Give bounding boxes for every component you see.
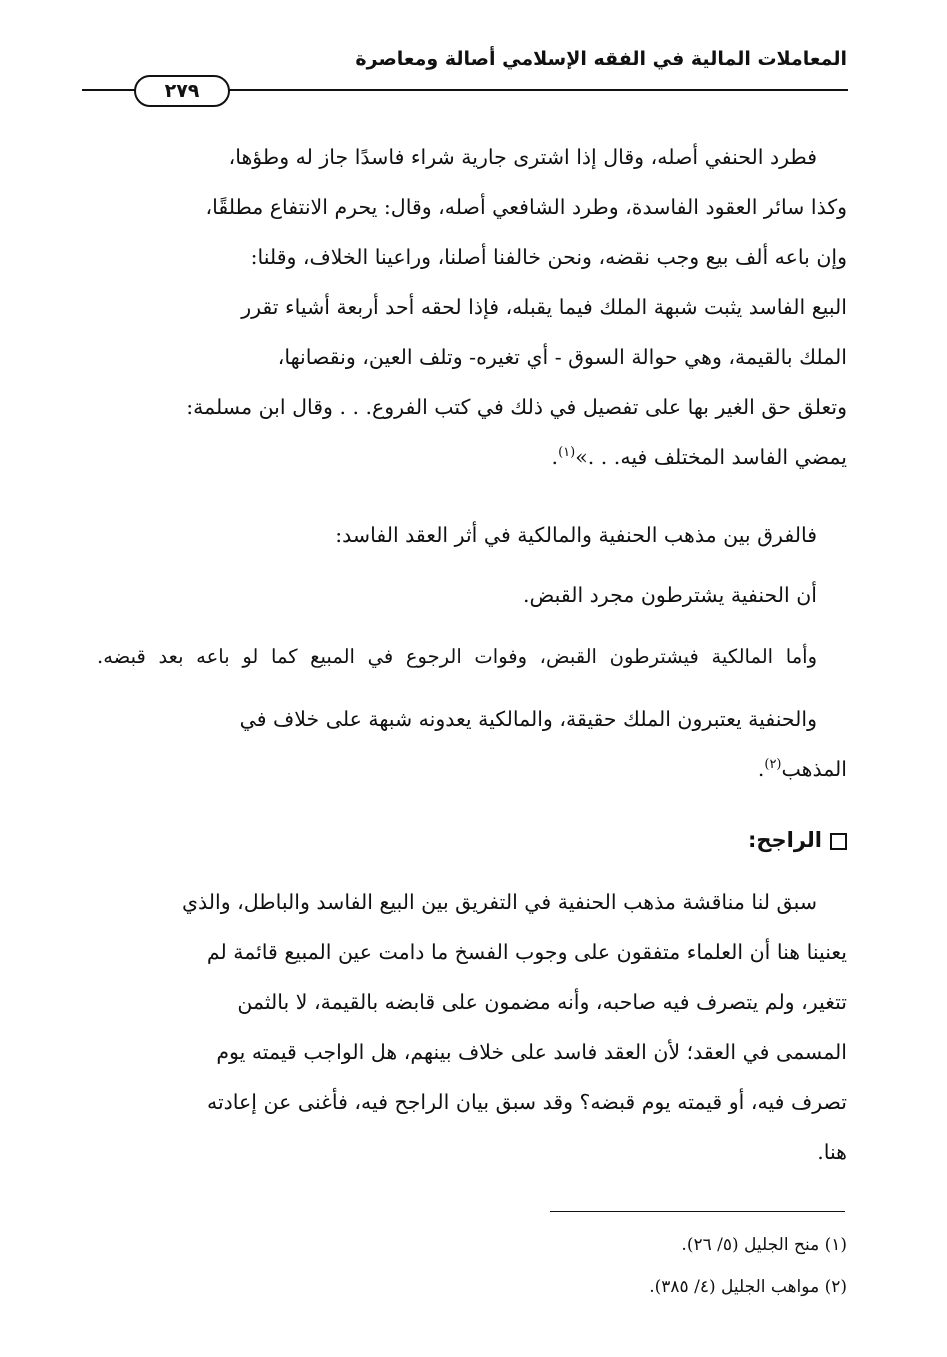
text-line: تصرف فيه، أو قيمته يوم قبضه؟ وقد سبق بيان الراجح فيه، فأغنى عن إعادته [206,1090,847,1114]
period: . [551,445,559,469]
text-line: سبق لنا مناقشة مذهب الحنفية في التفريق بين البيع الفاسد والباطل، والذي [182,890,817,914]
footnote-ref-2: (٢) [764,757,782,773]
period: . [757,757,765,781]
paragraph-1 [97,132,847,482]
text-line: وأما المالكية فيشترطون القبض، وفوات الرجوع في المبيع كما لو باعه بعد قبضه. [97,645,817,668]
running-title: المعاملات المالية في الفقه الإسلامي أصالة ومعاصرة [355,48,847,70]
text-line-last: هنا. [817,1140,847,1164]
page-number: ٢٧٩ [134,75,230,107]
paragraph-4 [97,632,847,682]
text-fragment: يمضي الفاسد المختلف فيه. . .» [575,445,847,469]
text-line: والحنفية يعتبرون الملك حقيقة، والمالكية يعدونه شبهة على خلاف في [239,707,817,731]
text-line: يعنينا هنا أن العلماء متفقون على وجوب الفسخ ما دامت عين المبيع قائمة لم [206,940,847,964]
section-heading [97,820,847,860]
text-line: الملك بالقيمة، وهي حوالة السوق - أي تغيره- وتلف العين، ونقصانها، [277,345,847,369]
paragraph-6 [97,877,847,1177]
footnote-1: (١) منح الجليل (٥/ ٢٦). [681,1235,847,1255]
text-line: وتعلق حق الغير بها على تفصيل في ذلك في كتب الفروع. . . وقال ابن مسلمة: [186,395,847,419]
paragraph-5 [97,694,847,794]
footnote-ref-1: (١) [558,445,576,461]
text-line-last [97,744,847,794]
footnote-rule [550,1211,845,1212]
text-line: وإن باعه ألف بيع وجب نقضه، ونحن خالفنا أصلنا، وراعينا الخلاف، وقلنا: [250,245,847,269]
paragraph-3 [97,570,847,620]
text-line: المسمى في العقد؛ لأن العقد فاسد على خلاف بينهم، هل الواجب قيمته يوم [216,1040,847,1064]
text-line: تتغير، ولم يتصرف فيه صاحبه، وأنه مضمون على قابضه بالقيمة، لا بالثمن [237,990,847,1014]
text-fragment: المذهب [781,757,847,781]
text-line: فالفرق بين مذهب الحنفية والمالكية في أثر العقد الفاسد: [335,523,817,547]
paragraph-2 [97,510,847,560]
text-line: أن الحنفية يشترطون مجرد القبض. [523,583,817,607]
footnote-2: (٢) مواهب الجليل (٤/ ٣٨٥). [649,1277,847,1297]
text-line: فطرد الحنفي أصله، وقال إذا اشترى جارية شراء فاسدًا جاز له وطؤها، [228,145,817,169]
square-bullet-icon [830,833,847,850]
text-line-last [97,432,847,482]
text-line: وكذا سائر العقود الفاسدة، وطرد الشافعي أصله، وقال: يحرم الانتفاع مطلقًا، [205,195,847,219]
text-line: البيع الفاسد يثبت شبهة الملك فيما يقبله، فإذا لحقه أحد أربعة أشياء تقرر [241,295,847,319]
heading-text: الراجح: [747,828,822,852]
